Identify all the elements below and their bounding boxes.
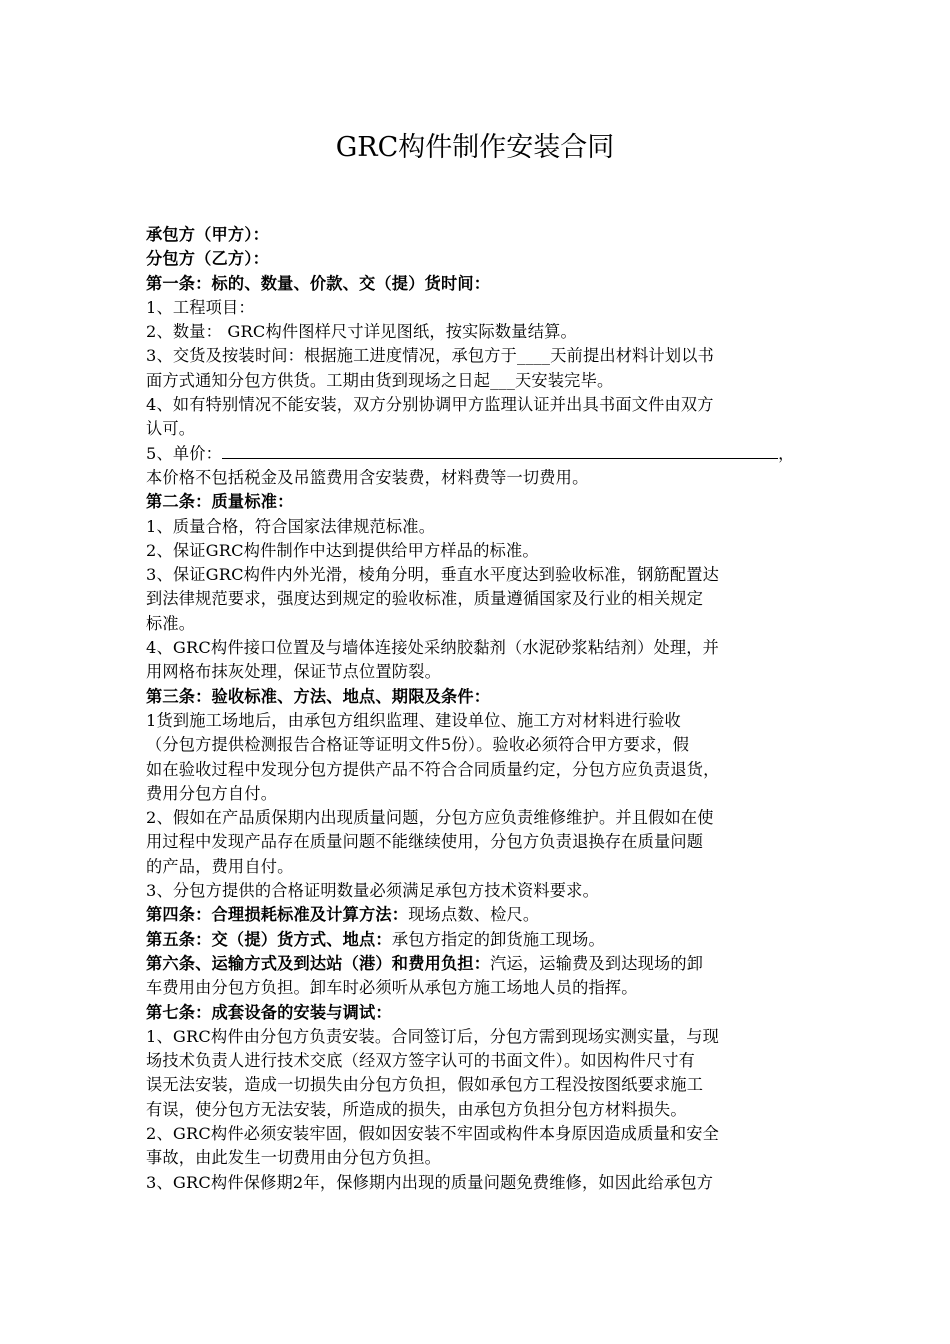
- clause-text: 汽运，运输费及到达现场的卸: [490, 953, 704, 973]
- text-line: [146, 806, 826, 830]
- text-line: [146, 830, 826, 854]
- clause-text: 承包方指定的卸货施工现场。: [391, 929, 605, 949]
- clause-heading: 第二条：质量标准：: [146, 492, 294, 512]
- clause-text: 1货到施工场地后，由承包方组织监理、建设单位、施工方对材料进行验收: [146, 710, 681, 730]
- clause-text: 2、数量： GRC构件图样尺寸详见图纸，按实际数量结算。: [146, 322, 577, 342]
- text-line: [146, 1122, 826, 1146]
- text-line: [146, 466, 826, 490]
- text-line: [146, 855, 826, 879]
- clause-text: 1、GRC构件由分包方负责安装。合同签订后，分包方需到现场实测实量，与现: [146, 1026, 720, 1046]
- clause-text: 3、分包方提供的合格证明数量必须满足承包方技术资料要求。: [146, 881, 599, 901]
- text-line: [146, 1146, 826, 1170]
- text-line: [146, 296, 826, 320]
- text-line: [146, 636, 826, 660]
- clause-text: 5、单价：: [146, 443, 223, 463]
- clause-text: 2、GRC构件必须安装牢固，假如因安装不牢固或构件本身原因造成质量和安全: [146, 1123, 720, 1143]
- text-line: [146, 1049, 826, 1073]
- clause-heading: 第六条、运输方式及到达站（港）和费用负担：: [146, 953, 491, 973]
- text-line: [146, 879, 826, 903]
- clause-text: 车费用由分包方负担。卸车时必须听从承包方施工场地人员的指挥。: [146, 978, 638, 998]
- text-line: [146, 587, 826, 611]
- text-line: [146, 515, 826, 539]
- clause-text: 4、如有特别情况不能安装，双方分别协调甲方监理认证并出具书面文件由双方: [146, 395, 714, 415]
- clause-text: 事故，由此发生一切费用由分包方负担。: [146, 1148, 441, 1168]
- clause-text: 2、保证GRC构件制作中达到提供给甲方样品的标准。: [146, 540, 539, 560]
- text-line: [146, 320, 826, 344]
- text-line: [146, 393, 826, 417]
- clause-text: 场技术负责人进行技术交底（经双方签字认可的书面文件）。如因构件尺寸有: [146, 1051, 696, 1071]
- text-line: [146, 490, 826, 514]
- clause-text: 标准。: [146, 613, 196, 633]
- clause-text: 现场点数、检尺。: [408, 905, 540, 925]
- text-line: [146, 344, 826, 368]
- text-line: [146, 612, 826, 636]
- text-line: [146, 563, 826, 587]
- clause-heading: 分包方（乙方）：: [146, 249, 269, 269]
- text-line: [146, 369, 826, 393]
- text-line: [146, 1171, 826, 1195]
- clause-heading: 第四条：合理损耗标准及计算方法：: [146, 905, 409, 925]
- text-line: [146, 976, 826, 1000]
- clause-text: 本价格不包括税金及吊篮费用含安装费，材料费等一切费用。: [146, 467, 589, 487]
- text-line: [146, 952, 826, 976]
- text-line: [146, 660, 826, 684]
- contract-body: [146, 223, 826, 1195]
- clause-text: 1、工程项目：: [146, 297, 255, 317]
- text-line: [146, 1001, 826, 1025]
- text-line: [146, 709, 826, 733]
- text-line: [146, 247, 826, 271]
- text-line: [146, 903, 826, 927]
- clause-text: 到法律规范要求，强度达到规定的验收标准，质量遵循国家及行业的相关规定: [146, 589, 704, 609]
- text-line: [146, 272, 826, 296]
- clause-text: 面方式通知分包方供货。工期由货到现场之日起___天安装完毕。: [146, 370, 614, 390]
- clause-text: 费用分包方自付。: [146, 783, 278, 803]
- text-line: [146, 417, 826, 441]
- clause-text: 用过程中发现产品存在质量问题不能继续使用，分包方负责退换存在质量问题: [146, 832, 704, 852]
- clause-heading: 第五条：交（提）货方式、地点：: [146, 929, 392, 949]
- text-line: [146, 685, 826, 709]
- text-line: [146, 539, 826, 563]
- clause-text: 认可。: [146, 419, 196, 439]
- clause-text: 4、GRC构件接口位置及与墙体连接处采纳胶黏剂（水泥砂浆粘结剂）处理，并: [146, 638, 720, 658]
- text-line: [146, 733, 826, 757]
- text-line: [146, 1025, 826, 1049]
- text-line: [146, 758, 826, 782]
- clause-text: 2、假如在产品质保期内出现质量问题，分包方应负责维修维护。并且假如在使: [146, 808, 714, 828]
- text-line: [146, 782, 826, 806]
- fill-in-blank: [222, 442, 778, 459]
- clause-text: 3、GRC构件保修期2年，保修期内出现的质量问题免费维修，如因此给承包方: [146, 1172, 714, 1192]
- clause-text: ，: [778, 443, 795, 463]
- clause-heading: 承包方（甲方）：: [146, 225, 269, 244]
- clause-heading: 第一条：标的、数量、价款、交（提）货时间：: [146, 273, 491, 293]
- text-line: [146, 442, 826, 466]
- clause-text: 1、质量合格，符合国家法律规范标准。: [146, 516, 436, 536]
- clause-text: 误无法安装，造成一切损失由分包方负担，假如承包方工程没按图纸要求施工: [146, 1075, 704, 1095]
- clause-heading: 第三条：验收标准、方法、地点、期限及条件：: [146, 686, 491, 706]
- clause-text: 3、保证GRC构件内外光滑，棱角分明，垂直水平度达到验收标准，钢筋配置达: [146, 565, 720, 585]
- clause-text: 的产品，费用自付。: [146, 856, 294, 876]
- clause-text: 用网格布抹灰处理，保证节点位置防裂。: [146, 662, 441, 682]
- clause-text: 如在验收过程中发现分包方提供产品不符合合同质量约定，分包方应负责退货，: [146, 759, 720, 779]
- text-line: [146, 1098, 826, 1122]
- clause-text: （分包方提供检测报告合格证等证明文件5份）。验收必须符合甲方要求，假: [146, 735, 690, 755]
- text-line: [146, 223, 826, 247]
- clause-text: 3、交货及按装时间：根据施工进度情况，承包方于____天前提出材料计划以书: [146, 346, 715, 366]
- text-line: [146, 1073, 826, 1097]
- text-line: [146, 928, 826, 952]
- document-title: GRC构件制作安装合同: [335, 132, 615, 163]
- clause-text: 有误，使分包方无法安装，所造成的损失，由承包方负担分包方材料损失。: [146, 1099, 687, 1119]
- clause-heading: 第七条：成套设备的安装与调试：: [146, 1002, 392, 1022]
